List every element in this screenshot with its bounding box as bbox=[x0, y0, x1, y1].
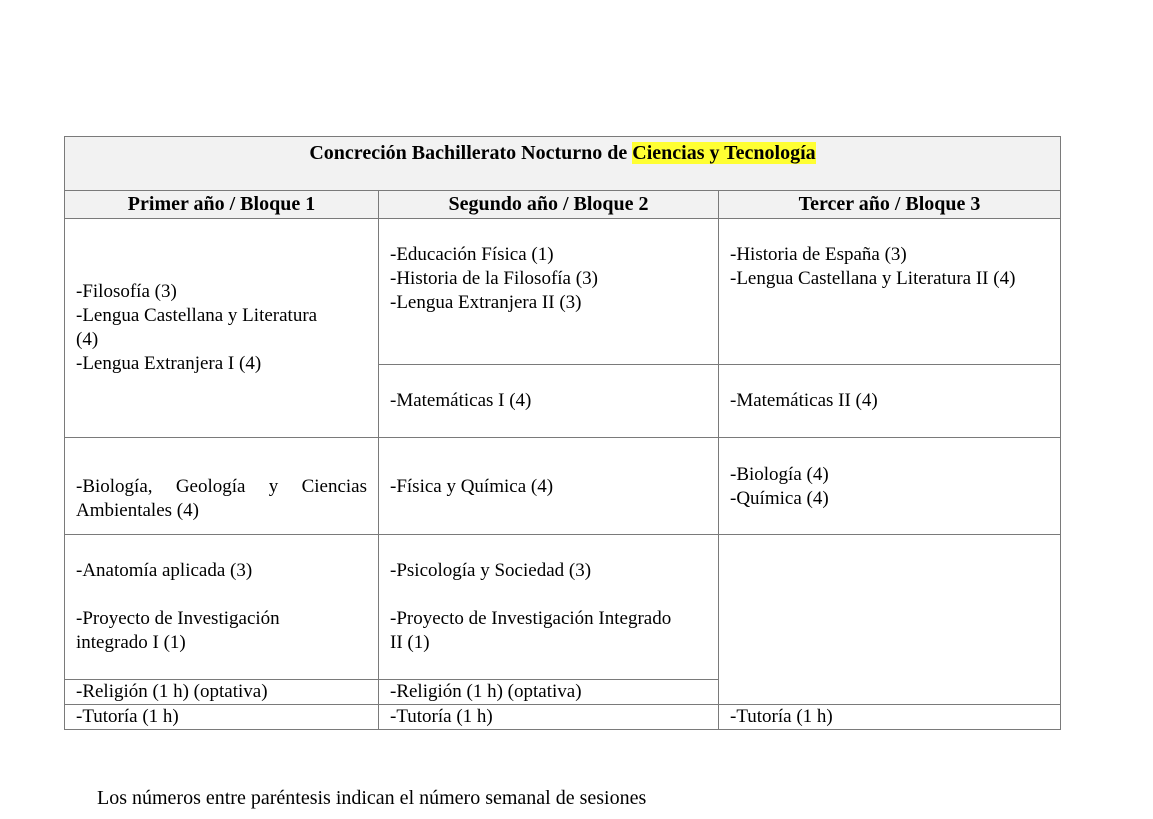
column-header-year-1: Primer año / Bloque 1 bbox=[64, 190, 379, 219]
cell-block-b-year-3 bbox=[718, 437, 1061, 535]
subject-line: -Psicología y Sociedad (3) bbox=[390, 560, 592, 581]
subject-line: -Educación Física (1) bbox=[390, 244, 554, 265]
subject-line: -Matemáticas II (4) bbox=[730, 390, 878, 411]
cell-block-a-year-3-bottom bbox=[718, 364, 1061, 438]
cell-block-c-year-3-empty bbox=[718, 534, 1061, 705]
subject-line: -Biología, Geología y Ciencias bbox=[76, 476, 367, 497]
cell-block-a-year-1 bbox=[64, 218, 379, 438]
cell-block-b-year-1 bbox=[64, 437, 379, 535]
subject-line: -Matemáticas I (4) bbox=[390, 390, 532, 411]
title-prefix: Concreción Bachillerato Nocturno de bbox=[309, 142, 633, 164]
title-highlight: Ciencias y Tecnología bbox=[632, 142, 816, 164]
subject-line: -Química (4) bbox=[730, 488, 829, 509]
table-title bbox=[64, 136, 1061, 191]
subject-line: -Filosofía (3) bbox=[76, 281, 177, 302]
curriculum-table bbox=[64, 136, 1061, 730]
column-header-year-2: Segundo año / Bloque 2 bbox=[378, 190, 719, 219]
cell-religion-year-1: -Religión (1 h) (optativa) bbox=[64, 679, 379, 705]
subject-line: -Lengua Castellana y Literatura bbox=[76, 305, 318, 326]
subject-line: -Proyecto de Investigación bbox=[76, 608, 280, 629]
cell-block-c-year-2 bbox=[378, 534, 719, 680]
cell-tutoria-year-3: -Tutoría (1 h) bbox=[718, 704, 1061, 730]
subject-line: -Proyecto de Investigación Integrado bbox=[390, 608, 672, 629]
subject-line: -Historia de la Filosofía (3) bbox=[390, 268, 598, 289]
cell-block-a-year-2-bottom bbox=[378, 364, 719, 438]
footnote: Los números entre paréntesis indican el número semanal de sesiones bbox=[97, 787, 647, 809]
cell-religion-year-2: -Religión (1 h) (optativa) bbox=[378, 679, 719, 705]
cell-block-c-year-1 bbox=[64, 534, 379, 680]
subject-line: -Lengua Castellana y Literatura II (4) bbox=[730, 268, 1016, 289]
cell-tutoria-year-2: -Tutoría (1 h) bbox=[378, 704, 719, 730]
subject-line: -Historia de España (3) bbox=[730, 244, 907, 265]
subject-line: Ambientales (4) bbox=[76, 500, 199, 521]
cell-tutoria-year-1: -Tutoría (1 h) bbox=[64, 704, 379, 730]
subject-line: -Lengua Extranjera II (3) bbox=[390, 292, 582, 313]
subject-line: -Biología (4) bbox=[730, 464, 829, 485]
subject-line: -Física y Química (4) bbox=[390, 476, 554, 497]
column-header-year-3: Tercer año / Bloque 3 bbox=[718, 190, 1061, 219]
cell-block-a-year-2-top bbox=[378, 218, 719, 365]
subject-line: -Lengua Extranjera I (4) bbox=[76, 353, 262, 374]
subject-line: integrado I (1) bbox=[76, 632, 186, 653]
subject-line: -Anatomía aplicada (3) bbox=[76, 560, 253, 581]
subject-line: (4) bbox=[76, 329, 99, 350]
cell-block-a-year-3-top bbox=[718, 218, 1061, 365]
subject-line: II (1) bbox=[390, 632, 430, 653]
cell-block-b-year-2 bbox=[378, 437, 719, 535]
